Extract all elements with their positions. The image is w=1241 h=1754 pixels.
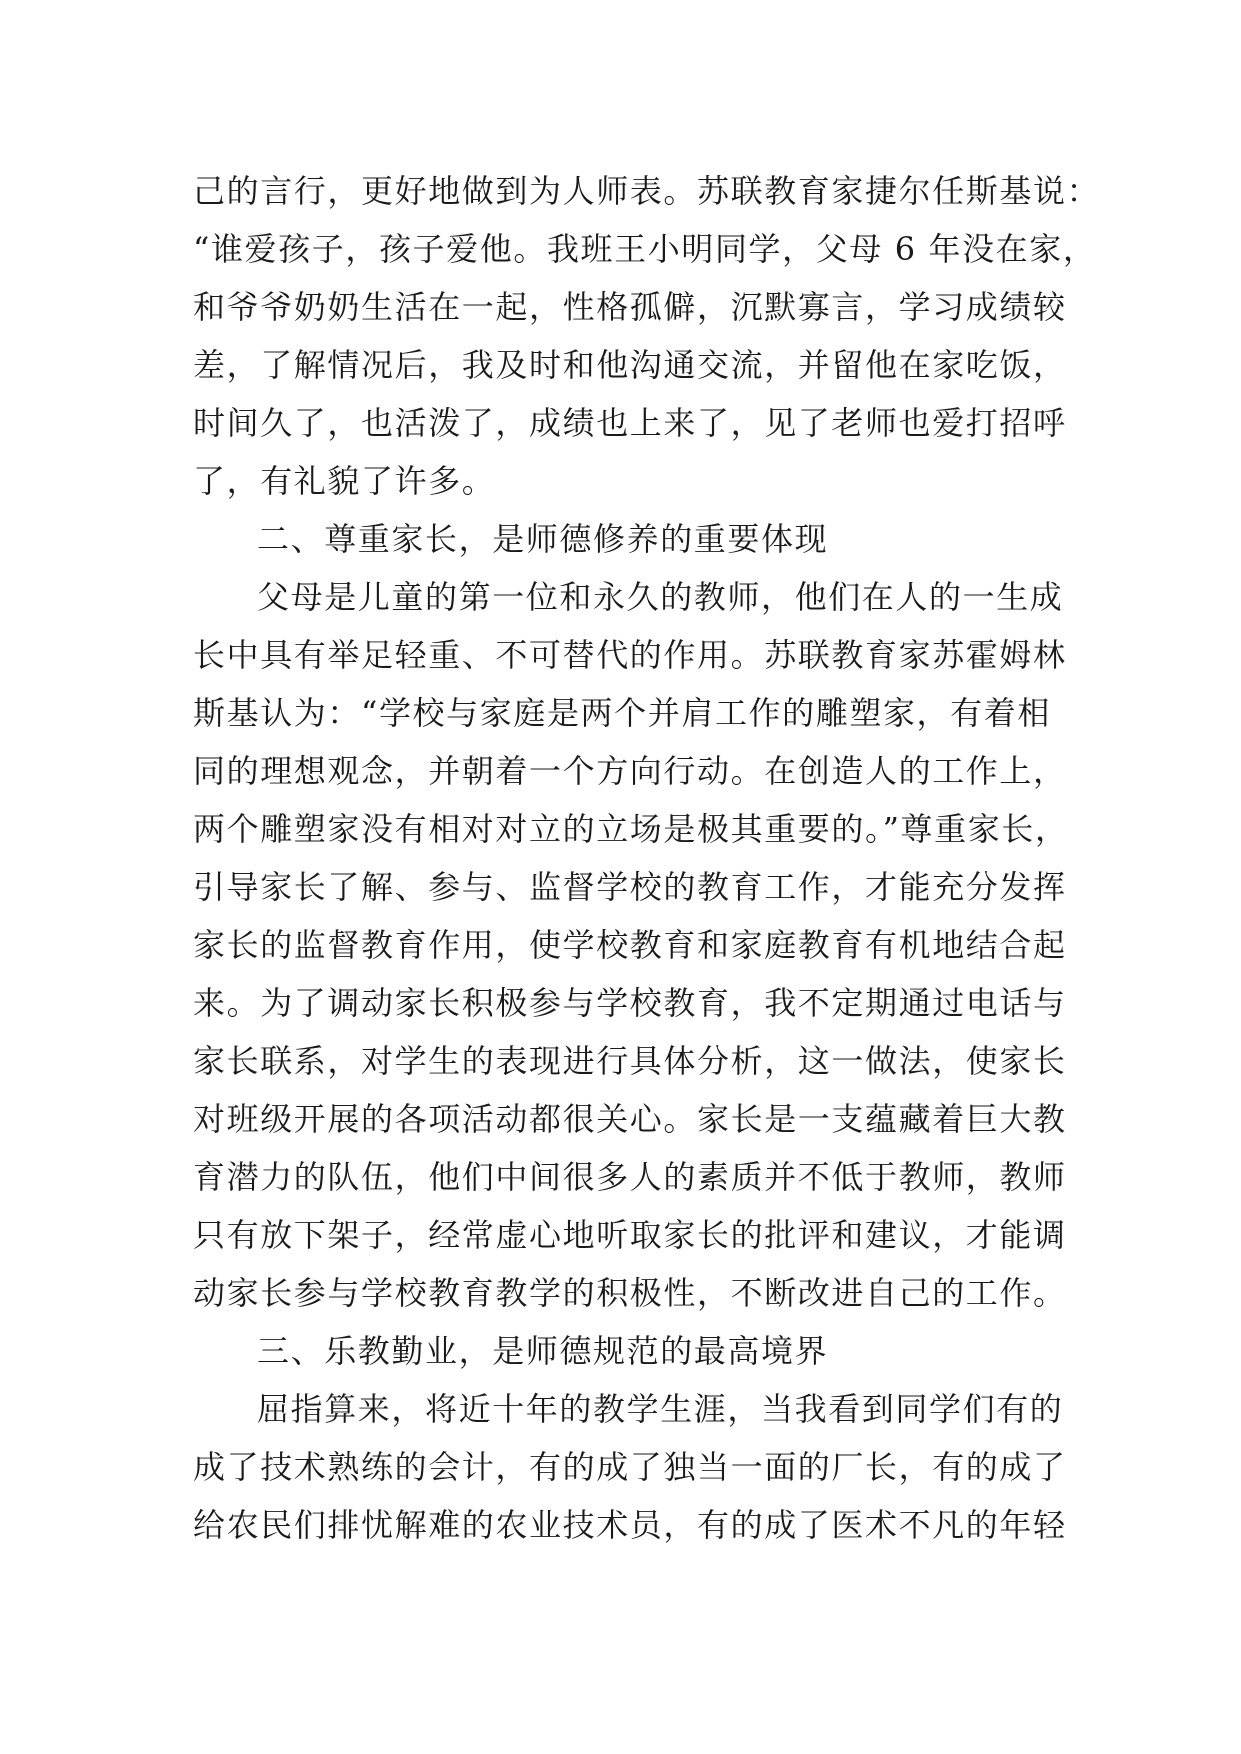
section-heading: 三、乐教勤业，是师德规范的最高境界: [257, 1332, 829, 1370]
text-line: “谁爱孩子，孩子爱他。我班王小明同学，父母 6 年没在家，: [193, 230, 1097, 268]
text-line: 只有放下架子，经常虚心地听取家长的批评和建议，才能调: [193, 1216, 1067, 1254]
text-line: 差，了解情况后，我及时和他沟通交流，并留他在家吃饭，: [193, 346, 1067, 384]
text-line: 同的理想观念，并朝着一个方向行动。在创造人的工作上，: [193, 752, 1067, 790]
text-line: 两个雕塑家没有相对对立的立场是极其重要的。”尊重家长，: [193, 810, 1069, 848]
text-line: 育潜力的队伍，他们中间很多人的素质并不低于教师，教师: [193, 1158, 1067, 1196]
text-line: 来。为了调动家长积极参与学校教育，我不定期通过电话与: [193, 984, 1067, 1022]
text-line: 成了技术熟练的会计，有的成了独当一面的厂长，有的成了: [193, 1448, 1067, 1486]
text-line: 对班级开展的各项活动都很关心。家长是一支蕴藏着巨大教: [193, 1100, 1067, 1138]
section-heading: 二、尊重家长，是师德修养的重要体现: [257, 520, 829, 558]
text-line: 动家长参与学校教育教学的积极性，不断改进自己的工作。: [193, 1274, 1067, 1312]
text-line: 长中具有举足轻重、不可替代的作用。苏联教育家苏霍姆林: [193, 636, 1067, 674]
text-line: 时间久了，也活泼了，成绩也上来了，见了老师也爱打招呼: [193, 404, 1067, 442]
text-line: 了，有礼貌了许多。: [193, 462, 496, 500]
text-line: 家长的监督教育作用，使学校教育和家庭教育有机地结合起: [193, 926, 1067, 964]
text-line: 家长联系，对学生的表现进行具体分析，这一做法，使家长: [193, 1042, 1067, 1080]
document-body: [193, 162, 1101, 1554]
paragraph-first-line: 父母是儿童的第一位和永久的教师，他们在人的一生成: [257, 578, 1064, 616]
text-line: 引导家长了解、参与、监督学校的教育工作，才能充分发挥: [193, 868, 1067, 906]
text-line: 和爷爷奶奶生活在一起，性格孤僻，沉默寡言，学习成绩较: [193, 288, 1067, 326]
paragraph-first-line: 屈指算来，将近十年的教学生涯，当我看到同学们有的: [257, 1390, 1064, 1428]
text-line: 己的言行，更好地做到为人师表。苏联教育家捷尔任斯基说：: [193, 172, 1101, 210]
text-line: 斯基认为：“学校与家庭是两个并肩工作的雕塑家，有着相: [193, 694, 1051, 732]
text-line: 给农民们排忧解难的农业技术员，有的成了医术不凡的年轻: [193, 1506, 1067, 1544]
